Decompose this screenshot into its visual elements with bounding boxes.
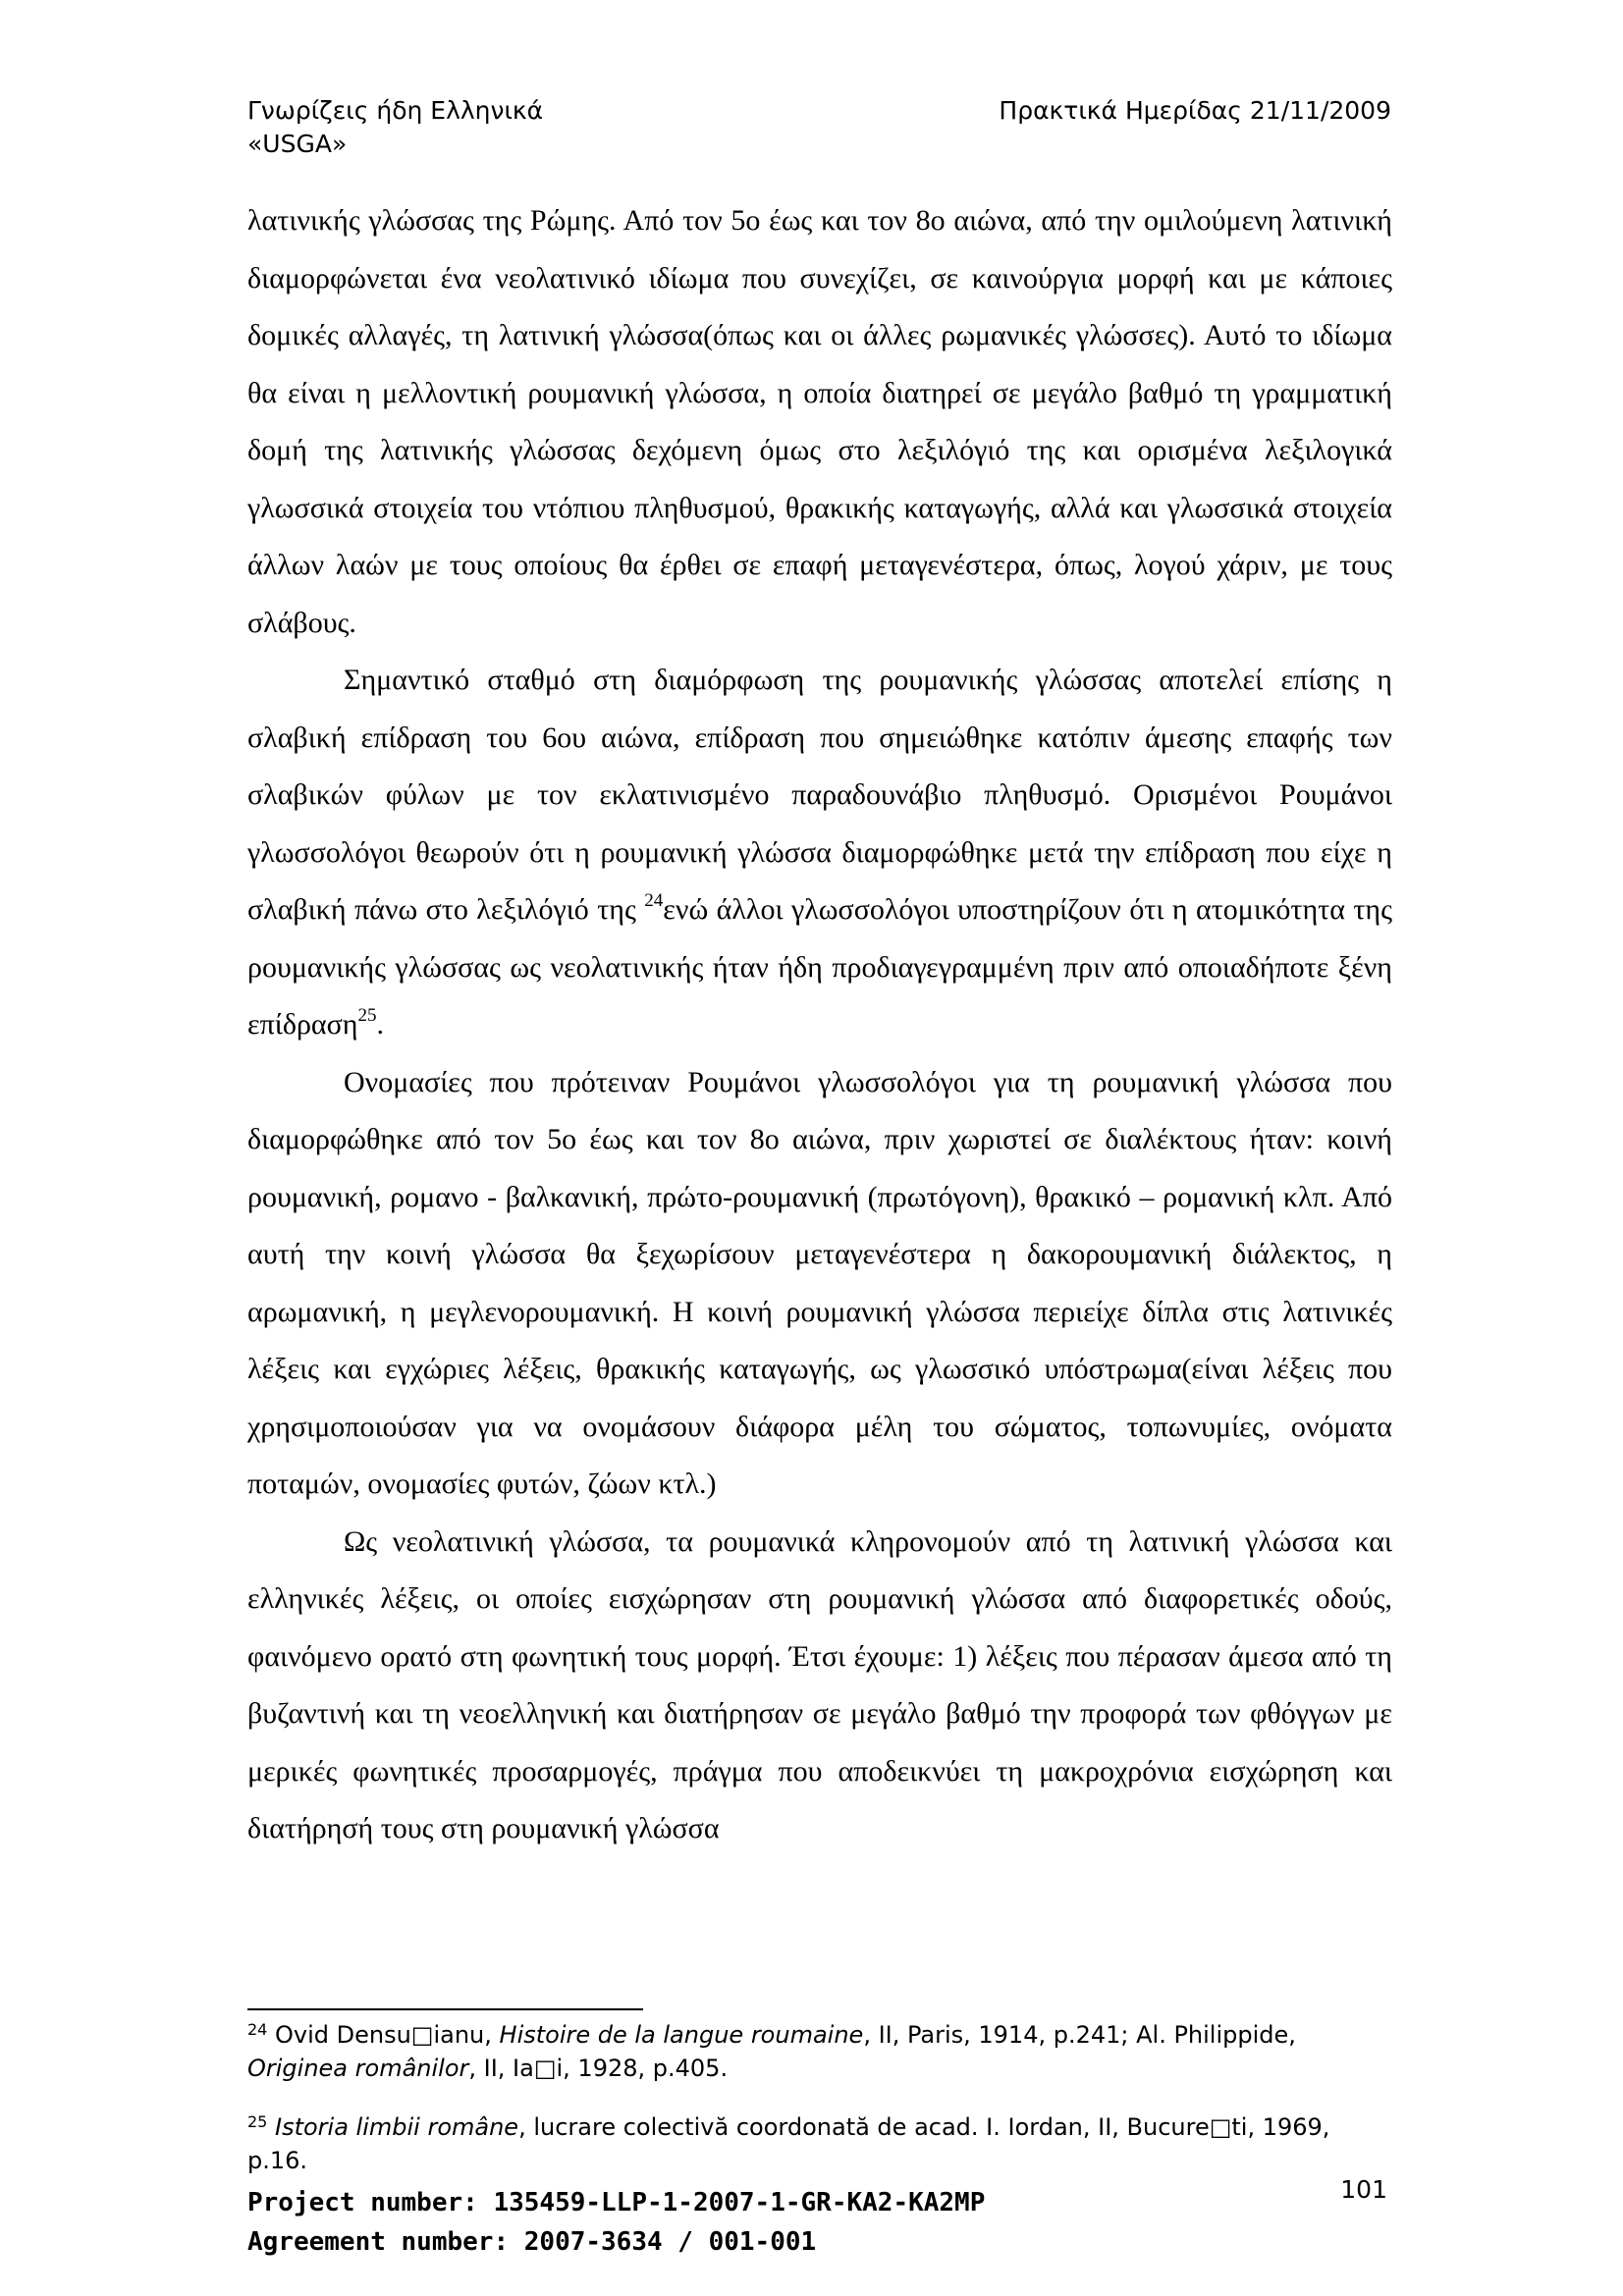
page-number: 101 [1340,2175,1387,2204]
header-title: Γνωρίζεις ήδη Ελληνικά [247,96,544,125]
paragraph-2-text-c: . [376,1008,384,1041]
footnote-24-title-b: Originea românilor [247,2055,469,2082]
header-subtitle: «USGA» [247,130,348,158]
paragraph-3: Ονομασίες που πρότειναν Ρουμάνοι γλωσσολόγοι για τη ρουμανική γλώσσα που διαμορφώθηκε από τον 5ο έως και τον 8ο αιώνα, πριν χωριστεί σε διαλέκτους ήταν: κοινή ρουμανική, ρομανο - βαλκανική, πρώτο-ρουμανική (πρωτόγονη), θρακικό – ρομανική κλπ. Από αυτή την κοινή γλώσσα θα ξεχωρίσουν μεταγενέστερα η δακορουμανική διάλεκτος, η αρωμανική, η μεγλενορουμανική. Η κοινή ρουμανική γλώσσα περιείχε δίπλα στις λατινικές λέξεις και εγχώριες λέξεις, θρακικής καταγωγής, ως γλωσσικό υπόστρωμα(είναι λέξεις που χρησιμοποιούσαν για να ονομάσουν διάφορα μέλη του σώματος, τοπωνυμίες, ονόματα ποταμών, ονομασίες φυτών, ζώων κτλ.) [247,1065,1392,1500]
footnote-ref-25: 25 [357,1005,377,1026]
paragraph-1: λατινικής γλώσσας της Ρώμης. Από τον 5ο έως και τον 8ο αιώνα, από την ομιλούμενη λατινική διαμορφώνεται ένα νεολατινικό ιδίωμα που συνεχίζει, σε καινούργια μορφή και με κάποιες δομικές αλλαγές, τη λατινική γλώσσα(όπως και οι άλλες ρωμανικές γλώσσες). Αυτό το ιδίωμα θα είναι η μελλοντική ρουμανική γλώσσα, η οποία διατηρεί σε μεγάλο βαθμό τη γραμματική δομή της λατινικής γλώσσας δεχόμενη όμως στο λεξιλόγιό της και ορισμένα λεξιλογικά γλωσσικά στοιχεία του ντόπιου πληθυσμού, θρακικής καταγωγής, αλλά και γλωσσικά στοιχεία άλλων λαών με τους οποίους θα έρθει σε επαφή μεταγενέστερα, όπως, λογού χάριν, με τους σλάβους. [247,204,1392,639]
paragraph-2-text-a: Σημαντικό σταθμό στη διαμόρφωση της ρουμανικής γλώσσας αποτελεί επίσης η σλαβική επίδραση του 6ου αιώνα, επίδραση που σημειώθηκε κατόπιν άμεσης επαφής των σλαβικών φύλων με τον εκλατινισμένο παραδουνάβιο πληθυσμό. Ορισμένοι Ρουμάνοι γλωσσολόγοι θεωρούν ότι η ρουμανική γλώσσα διαμορφώθηκε μετά την επίδραση που είχε η σλαβική πάνω στο λεξιλόγιό της [247,664,1392,926]
footnote-24-text-a: Ovid Densu□ianu, [267,2021,500,2049]
running-header-right: Πρακτικά Ημερίδας 21/11/2009 [999,96,1391,125]
footnote-25-mark: 25 [247,2112,268,2131]
paragraph-2 [247,652,1392,1054]
footnote-25-title: Istoria limbii române [275,2113,519,2141]
footnote-25 [247,2110,1392,2177]
project-number: Project number: 135459-LLP-1-2007-1-GR-KA2-KA2MP [247,2188,986,2217]
footnote-24-title-a: Histoire de la langue roumaine [499,2021,864,2049]
paragraph-4: Ως νεολατινική γλώσσα, τα ρουμανικά κληρονομούν από τη λατινική γλώσσα και ελληνικές λέξεις, οι οποίες εισχώρησαν στη ρουμανική γλώσσα από διαφορετικές οδούς, φαινόμενο ορατό στη φωνητική τους μορφή. Έτσι έχουμε: 1) λέξεις που πέρασαν άμεσα από τη βυζαντινή και τη νεοελληνική και διατήρησαν σε μεγάλο βαθμό την προφορά των φθόγγων με μερικές φωνητικές προσαρμογές, πράγμα που αποδεικνύει τη μακροχρόνια εισχώρηση και διατήρησή τους στη ρουμανική γλώσσα [247,1524,1392,1844]
footnote-separator [247,2008,643,2010]
footnote-25-text: , lucrare colectivă coordonată de acad. I. Iordan, II, Bucure□ti, 1969, p.16. [247,2113,1330,2174]
footnote-24-text-c: , II, Ia□i, 1928, p.405. [468,2055,729,2082]
footnote-ref-24: 24 [644,890,664,911]
footnote-24-mark: 24 [247,2020,268,2039]
running-header-left [247,94,543,161]
body-text [247,192,1392,1858]
paragraph-2-text-b: ενώ άλλοι γλωσσολόγοι υποστηρίζουν ότι η ατομικότητα της ρουμανικής γλώσσας ως νεολατινικής ήταν ήδη προδιαγεγραμμένη πριν από οποιαδήποτε ξένη επίδραση [247,893,1392,1041]
footnotes [247,2018,1392,2177]
page-footer [247,2183,985,2262]
agreement-number: Agreement number: 2007-3634 / 001-001 [247,2227,817,2257]
footnote-24 [247,2018,1392,2085]
footnote-24-text-b: , II, Paris, 1914, p.241; Al. Philippide, [863,2021,1296,2049]
